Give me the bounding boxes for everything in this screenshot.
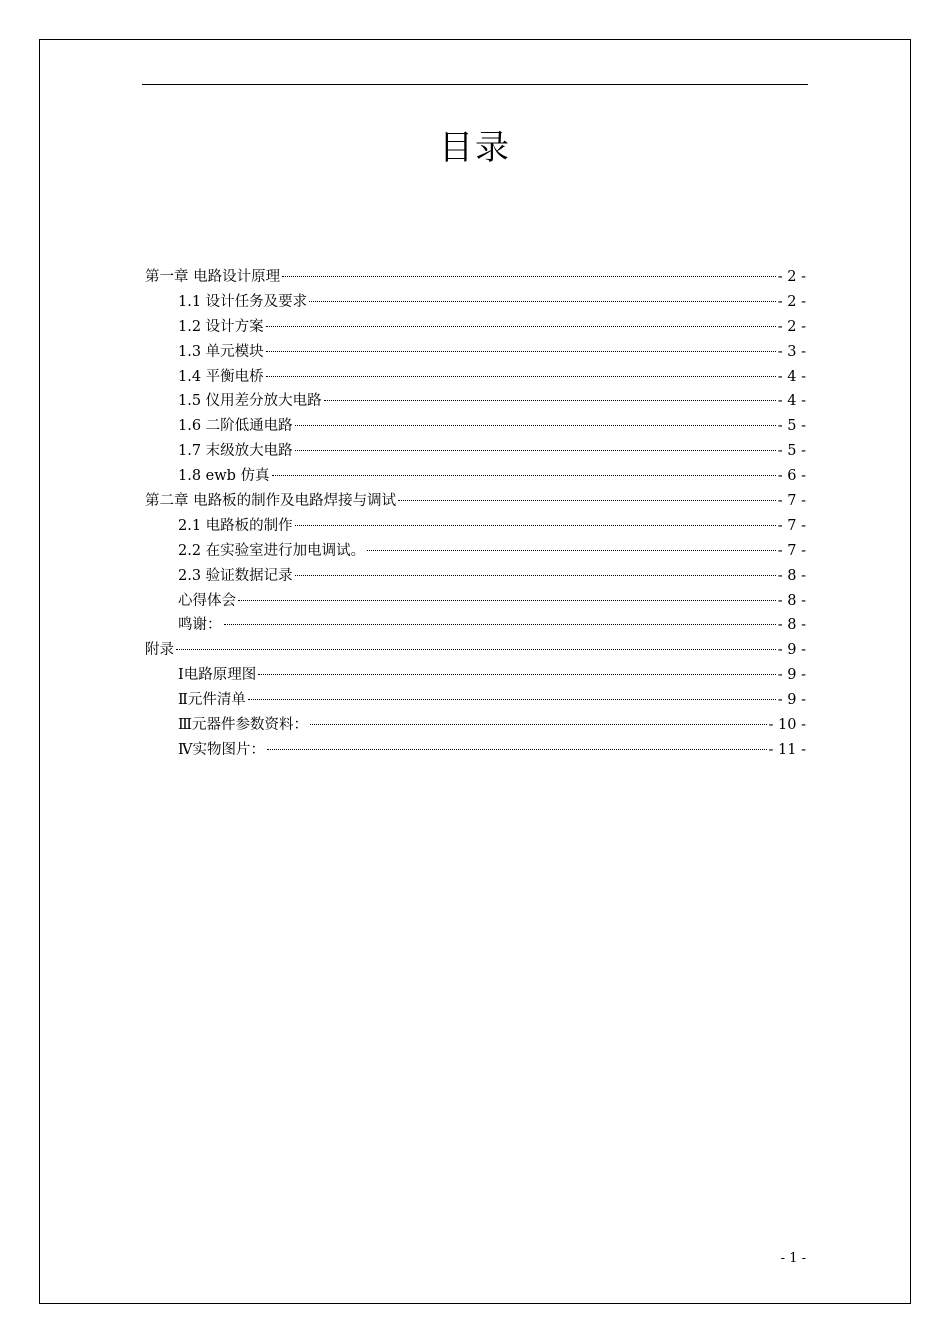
toc-entry-text: Ⅳ实物图片： <box>178 741 265 758</box>
dot-leader <box>238 600 776 601</box>
toc-entry-text: 1.6 二阶低通电路 <box>178 418 293 435</box>
toc-entry-text: 2.3 验证数据记录 <box>178 567 293 584</box>
dot-leader <box>258 674 776 675</box>
toc-entry[interactable] <box>145 315 806 340</box>
dot-leader <box>267 749 767 750</box>
toc-entry-text: 心得体会 <box>178 592 236 609</box>
toc-page-ref: - 5 - <box>777 418 806 435</box>
dot-leader <box>295 525 776 526</box>
toc-entry-text: 2.2 在实验室进行加电调试。 <box>178 542 366 559</box>
toc-entry[interactable] <box>145 439 806 464</box>
toc-page-ref: - 8 - <box>777 567 806 584</box>
dot-leader <box>295 450 776 451</box>
toc-page-ref: - 2 - <box>777 269 806 285</box>
toc-entry[interactable] <box>145 340 806 365</box>
dot-leader <box>272 475 776 476</box>
dot-leader <box>295 425 776 426</box>
toc-entry[interactable] <box>145 514 806 539</box>
toc-entry-text: Ⅱ元件清单 <box>178 692 246 709</box>
toc-entry[interactable] <box>145 489 806 514</box>
toc-page-ref: - 8 - <box>777 617 806 634</box>
toc-entry-text: 2.1 电路板的制作 <box>178 517 293 534</box>
toc-entry[interactable] <box>145 638 806 663</box>
toc-entry-text: 第一章 电路设计原理 <box>145 269 281 285</box>
toc-page-ref: - 9 - <box>777 692 806 709</box>
dot-leader <box>224 624 776 625</box>
dot-leader <box>309 301 776 302</box>
toc-page-ref: - 11 - <box>768 741 806 758</box>
toc-page-ref: - 7 - <box>777 542 806 559</box>
toc-entry-text: 1.1 设计任务及要求 <box>178 293 308 310</box>
dot-leader <box>310 724 767 725</box>
page-title: 目录 <box>439 128 511 168</box>
toc-entry-text: 1.2 设计方案 <box>178 318 264 335</box>
toc-page-ref: - 9 - <box>777 642 806 659</box>
toc-page-ref: - 4 - <box>777 393 806 410</box>
header-rule <box>142 84 808 85</box>
toc-entry[interactable] <box>145 688 806 713</box>
toc-page-ref: - 2 - <box>777 318 806 335</box>
toc-entry-text: Ⅲ元器件参数资料： <box>178 717 308 734</box>
toc-entry[interactable] <box>145 713 806 738</box>
toc-entry[interactable] <box>145 265 806 290</box>
toc-entry[interactable] <box>145 365 806 390</box>
toc-entry-text: 第二章 电路板的制作及电路焊接与调试 <box>145 493 397 510</box>
toc-entry[interactable] <box>145 290 806 315</box>
dot-leader <box>176 649 776 650</box>
toc-entry-text: 1.4 平衡电桥 <box>178 368 264 385</box>
toc-page-ref: - 8 - <box>777 592 806 609</box>
toc-entry[interactable] <box>145 613 806 638</box>
toc-entry[interactable] <box>145 389 806 414</box>
toc-page-ref: - 5 - <box>777 443 806 460</box>
toc-entry[interactable] <box>145 414 806 439</box>
toc-page-ref: - 7 - <box>777 517 806 534</box>
toc-entry-text: 1.8 ewb 仿真 <box>178 468 270 485</box>
page-number: - 1 - <box>780 1251 806 1266</box>
table-of-contents <box>145 265 806 763</box>
toc-entry[interactable] <box>145 738 806 763</box>
toc-page-ref: - 3 - <box>777 343 806 360</box>
dot-leader <box>248 699 776 700</box>
dot-leader <box>398 500 776 501</box>
toc-entry-text: 鸣谢： <box>178 617 222 634</box>
toc-page-ref: - 7 - <box>777 493 806 510</box>
toc-entry-text: Ⅰ电路原理图 <box>178 667 257 684</box>
toc-entry[interactable] <box>145 663 806 688</box>
toc-page-ref: - 2 - <box>777 293 806 310</box>
dot-leader <box>282 276 776 277</box>
dot-leader <box>367 550 776 551</box>
dot-leader <box>266 326 776 327</box>
toc-page-ref: - 10 - <box>768 717 806 734</box>
toc-entry-text: 1.7 末级放大电路 <box>178 443 293 460</box>
toc-entry[interactable] <box>145 464 806 489</box>
dot-leader <box>324 400 776 401</box>
toc-entry[interactable] <box>145 539 806 564</box>
dot-leader <box>295 575 776 576</box>
toc-entry-text: 1.5 仪用差分放大电路 <box>178 393 322 410</box>
toc-page-ref: - 4 - <box>777 368 806 385</box>
toc-page-ref: - 6 - <box>777 468 806 485</box>
toc-entry[interactable] <box>145 564 806 589</box>
dot-leader <box>266 376 776 377</box>
toc-entry-text: 1.3 单元模块 <box>178 343 264 360</box>
dot-leader <box>266 351 776 352</box>
toc-page-ref: - 9 - <box>777 667 806 684</box>
toc-entry[interactable] <box>145 589 806 614</box>
toc-entry-text: 附录 <box>145 642 174 659</box>
